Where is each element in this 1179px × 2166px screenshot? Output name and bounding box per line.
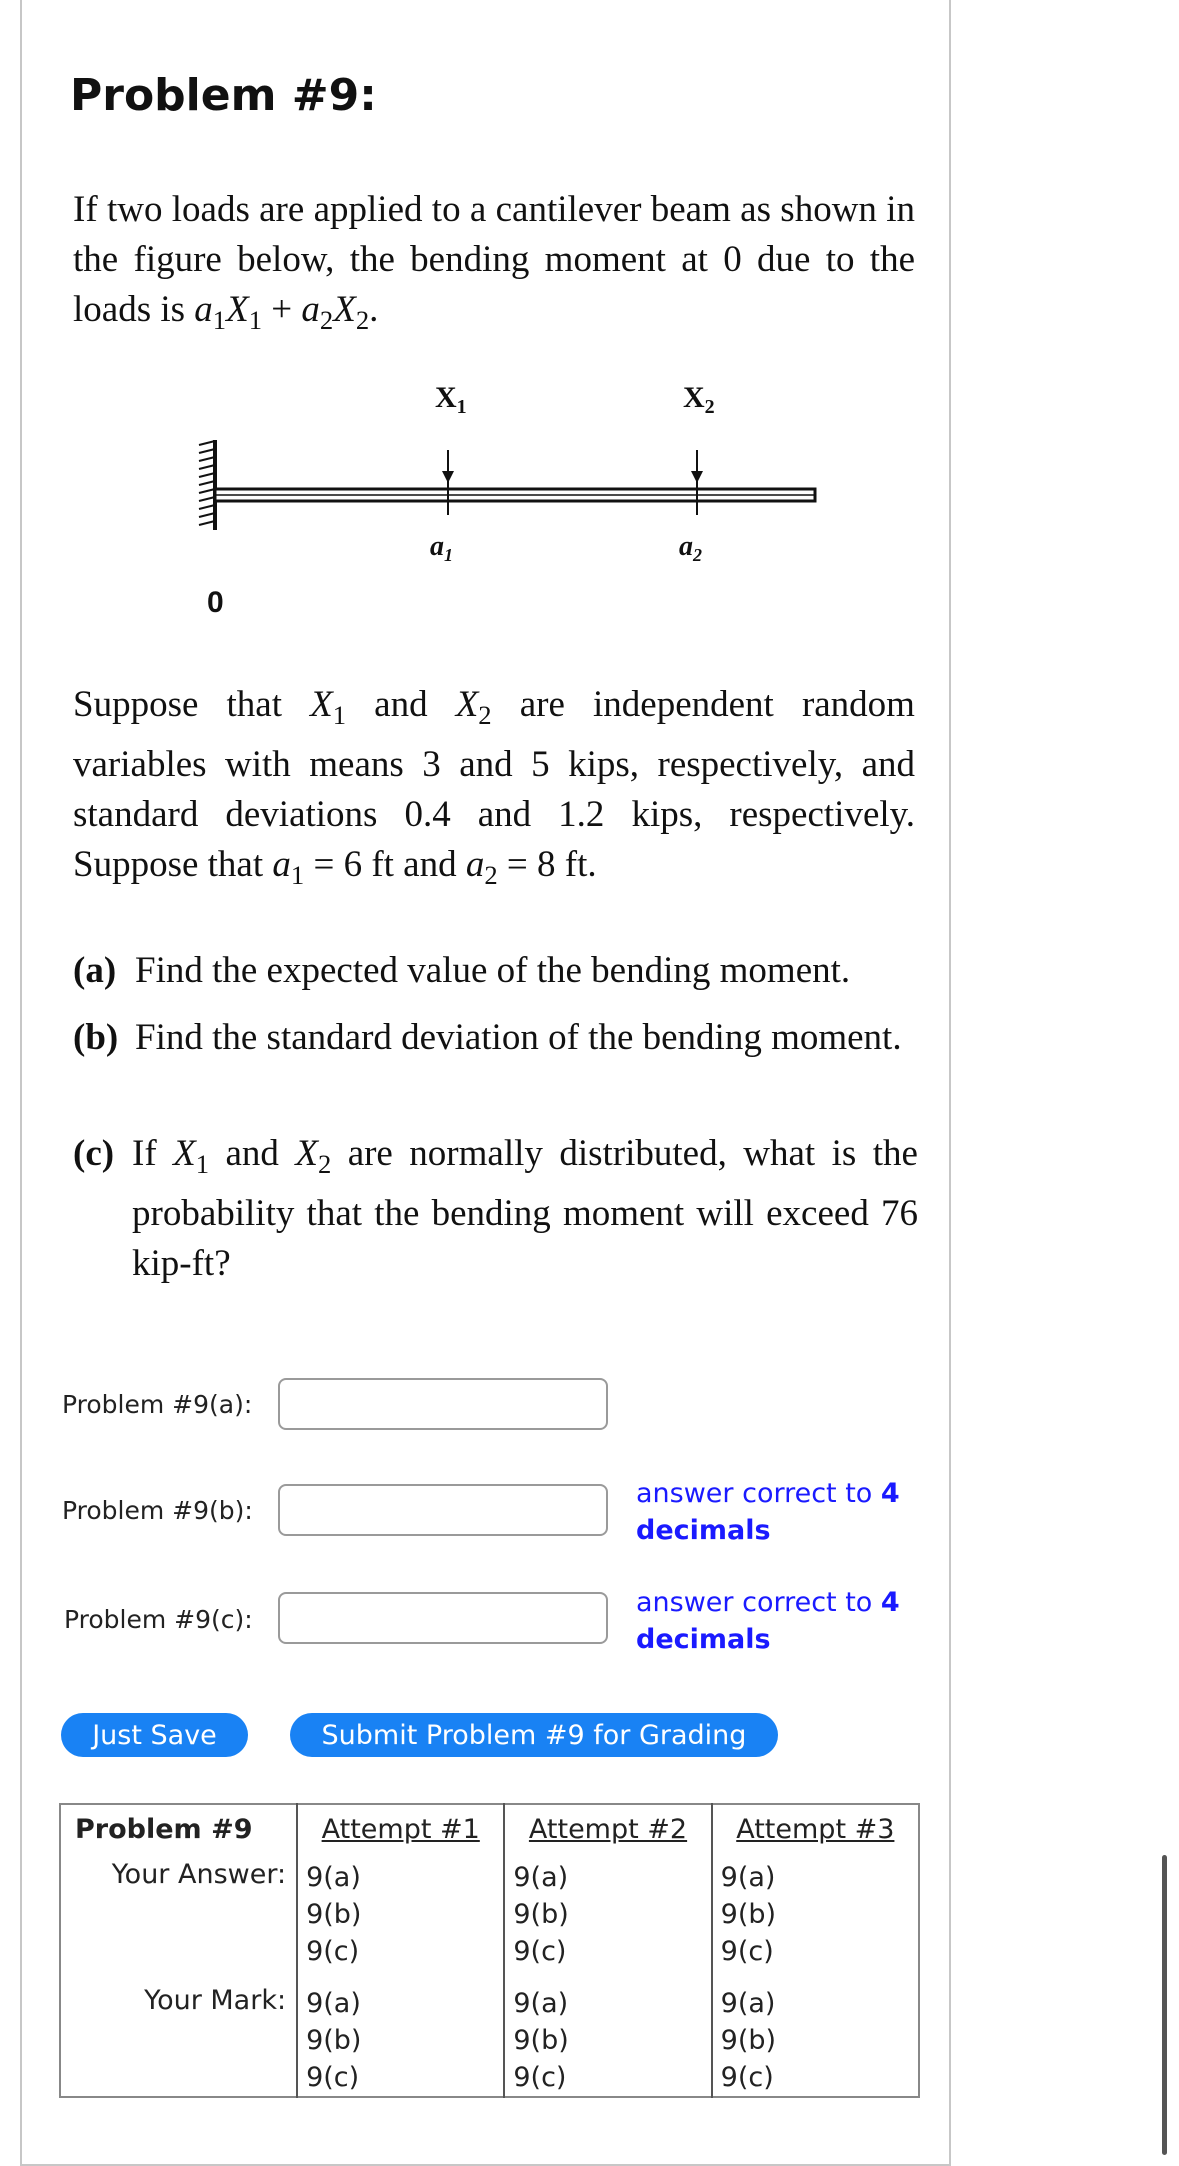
page-scrollbar[interactable] <box>1162 1855 1167 2155</box>
attempt-2-answers: 9(a) 9(b) 9(c) <box>504 1853 711 1970</box>
answer-a-label: Problem #9(a): <box>62 1390 253 1419</box>
your-mark-row <box>60 1970 919 2097</box>
question-c: (c) If $X_1$ and $X_2$ are normally distributed, what is the probability that the bending moment will exceed 76 kip-ft? <box>73 1133 918 1284</box>
your-answer-row <box>60 1853 919 1970</box>
answer-c-input[interactable] <box>278 1592 608 1644</box>
wall-support <box>199 440 215 530</box>
label-origin: 0 <box>207 586 224 619</box>
your-answer-label: Your Answer: <box>111 1859 287 1890</box>
attempts-table <box>59 1803 920 2098</box>
attempts-problem-header: Problem #9 <box>75 1813 253 1845</box>
attempt-1-marks: 9(a) 9(b) 9(c) <box>297 1970 504 2097</box>
attempt-1-link[interactable]: Attempt #1 <box>321 1813 480 1845</box>
attempt-1-header <box>297 1804 504 1853</box>
answer-a-input[interactable] <box>278 1378 608 1430</box>
attempt-3-answers: 9(a) 9(b) 9(c) <box>712 1853 919 1970</box>
attempt-2-marks: 9(a) 9(b) 9(c) <box>504 1970 711 2097</box>
intro-paragraph: If two loads are applied to a cantilever beam as shown in the figure below, the bending moment at 0 due to the loads is $a_1X_1 + a_2X_2$. <box>73 189 915 335</box>
answer-c-precision-hint: answer correct to 4 decimals <box>636 1587 900 1655</box>
load-arrow-x2 <box>691 450 703 515</box>
answer-c-label: Problem #9(c): <box>64 1605 253 1634</box>
attempt-3-marks: 9(a) 9(b) 9(c) <box>712 1970 919 2097</box>
just-save-button[interactable]: Just Save <box>61 1713 248 1757</box>
attempts-header-row <box>60 1804 919 1853</box>
attempt-1-answers: 9(a) 9(b) 9(c) <box>297 1853 504 1970</box>
answer-b-precision-hint: answer correct to 4 decimals <box>636 1478 900 1546</box>
label-a1: $a_1$ <box>430 531 453 565</box>
label-x2: $X_2$ <box>683 381 715 418</box>
problem-title: Problem #9: <box>70 70 377 121</box>
setup-paragraph: Suppose that $X_1$ and $X_2$ are independent random variables with means 3 and 5 kips, respectively, and standard deviations 0.4 and 1.2 kips, respectively. Suppose that $a_1 = 6$ ft and $a_2 = 8$ ft. <box>73 684 915 890</box>
load-arrow-x1 <box>442 450 454 515</box>
cantilever-beam-figure <box>185 375 845 625</box>
question-a: (a) Find the expected value of the bending moment. <box>73 950 851 991</box>
label-x1: $X_1$ <box>435 381 467 418</box>
beam <box>215 489 815 501</box>
attempt-2-link[interactable]: Attempt #2 <box>528 1813 688 1845</box>
attempt-2-header <box>504 1804 711 1853</box>
your-mark-label: Your Mark: <box>144 1985 287 2016</box>
label-a2: $a_2$ <box>679 531 702 565</box>
submit-for-grading-button[interactable]: Submit Problem #9 for Grading <box>290 1713 778 1757</box>
answer-b-label: Problem #9(b): <box>62 1496 253 1525</box>
answer-b-input[interactable] <box>278 1484 608 1536</box>
question-b: (b) Find the standard deviation of the bending moment. <box>73 1017 902 1058</box>
attempt-3-link[interactable]: Attempt #3 <box>736 1813 895 1845</box>
attempt-3-header <box>712 1804 919 1853</box>
